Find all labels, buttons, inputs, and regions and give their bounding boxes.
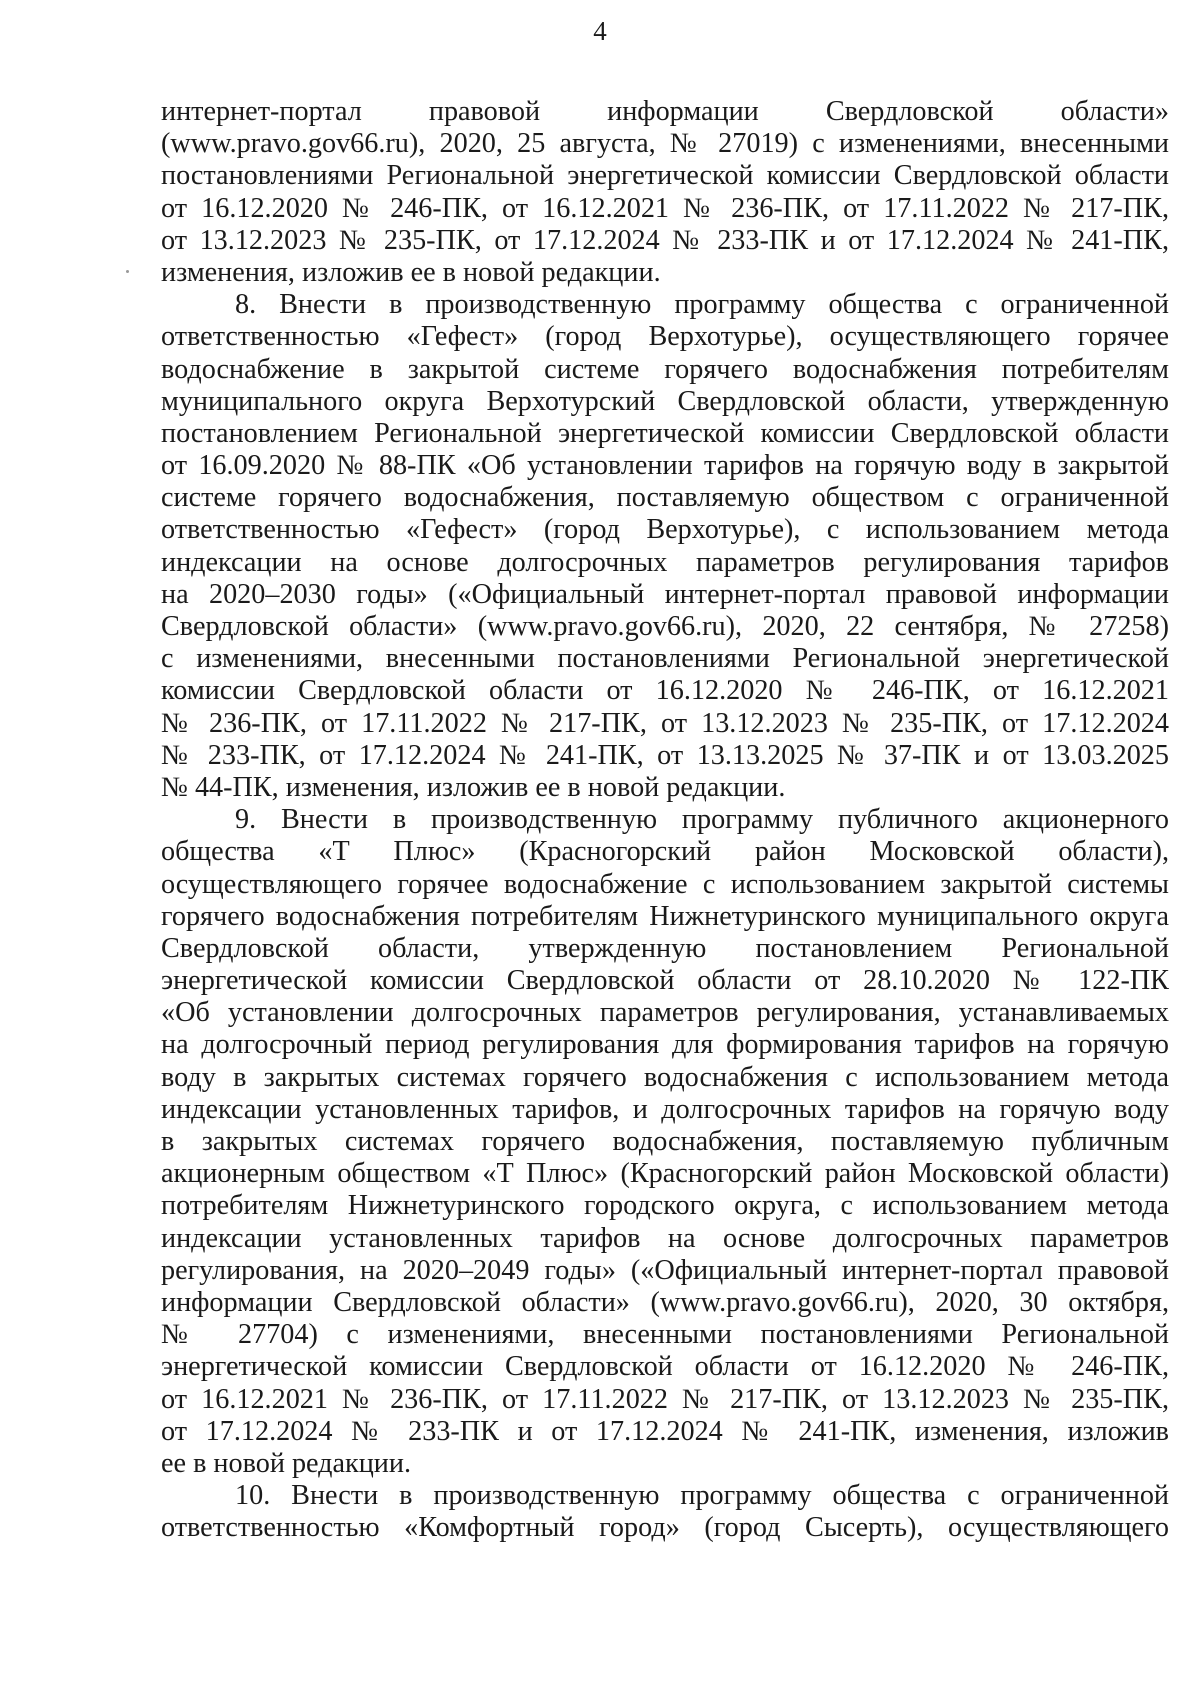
text-line: изменения, изложив ее в новой редакции.: [161, 256, 661, 288]
text-line: 9. Внести в производственную программу публичного акционерного: [235, 804, 1169, 836]
text-line: с изменениями, внесенными постановлениями Региональной энергетической: [161, 643, 1169, 675]
text-line: № 44-ПК, изменения, изложив ее в новой редакции.: [161, 771, 786, 803]
text-line: постановлениями Региональной энергетической комиссии Свердловской области: [161, 160, 1169, 192]
text-line: ответственностью «Гефест» (город Верхотурье), с использованием метода: [161, 514, 1169, 546]
text-line: на долгосрочный период регулирования для формирования тарифов на горячую: [161, 1029, 1169, 1061]
text-line: (www.pravo.gov66.ru), 2020, 25 августа, № 27019) с изменениями, внесенными: [161, 128, 1169, 160]
text-line: № 236-ПК, от 17.11.2022 № 217-ПК, от 13.12.2023 № 235-ПК, от 17.12.2024: [161, 707, 1169, 739]
text-line: воду в закрытых системах горячего водоснабжения с использованием метода: [161, 1061, 1169, 1093]
text-line: индексации на основе долгосрочных параметров регулирования тарифов: [161, 546, 1169, 578]
text-line: постановлением Региональной энергетической комиссии Свердловской области: [161, 417, 1169, 449]
text-line: энергетической комиссии Свердловской области от 28.10.2020 № 122-ПК: [161, 965, 1169, 997]
text-line: от 17.12.2024 № 233-ПК и от 17.12.2024 № 241-ПК, изменения, изложив: [161, 1415, 1169, 1447]
text-line: индексации установленных тарифов, и долгосрочных тарифов на горячую воду: [161, 1093, 1169, 1125]
text-line: ответственностью «Гефест» (город Верхотурье), осуществляющего горячее: [161, 321, 1169, 353]
text-line: 10. Внести в производственную программу общества с ограниченной: [235, 1480, 1169, 1512]
text-line: общества «Т Плюс» (Красногорский район Московской области),: [161, 836, 1169, 868]
text-line: Свердловской области, утвержденную постановлением Региональной: [161, 932, 1169, 964]
text-line: от 13.12.2023 № 235-ПК, от 17.12.2024 № 233-ПК и от 17.12.2024 № 241-ПК,: [161, 224, 1169, 256]
text-line: системе горячего водоснабжения, поставляемую обществом с ограниченной: [161, 482, 1169, 514]
text-line: «Об установлении долгосрочных параметров регулирования, устанавливаемых: [161, 997, 1169, 1029]
paragraph-10: [161, 1480, 1169, 1544]
text-line: Свердловской области» (www.pravo.gov66.ru), 2020, 22 сентября, № 27258): [161, 611, 1169, 642]
page-number: 4: [593, 16, 607, 46]
paragraph-7-continuation: [161, 96, 1169, 289]
text-line: регулирования, на 2020–2049 годы» («Официальный интернет-портал правовой: [161, 1254, 1169, 1286]
text-line: от 16.09.2020 № 88-ПК «Об установлении тарифов на горячую воду в закрытой: [161, 450, 1169, 482]
text-line: № 233-ПК, от 17.12.2024 № 241-ПК, от 13.13.2025 № 37-ПК и от 13.03.2025: [161, 739, 1169, 771]
text-line: № 27704) с изменениями, внесенными постановлениями Региональной: [161, 1319, 1169, 1351]
text-line: интернет-портал правовой информации Свердловской области»: [161, 96, 1169, 127]
text-line: от 16.12.2020 № 246-ПК, от 16.12.2021 № 236-ПК, от 17.11.2022 № 217-ПК,: [161, 192, 1169, 224]
text-line: информации Свердловской области» (www.pravo.gov66.ru), 2020, 30 октября,: [161, 1286, 1169, 1318]
text-line: в закрытых системах горячего водоснабжения, поставляемую публичным: [161, 1126, 1169, 1157]
paragraph-8: [161, 289, 1169, 804]
text-line: индексации установленных тарифов на основе долгосрочных параметров: [161, 1222, 1169, 1254]
text-line: водоснабжение в закрытой системе горячего водоснабжения потребителям: [161, 353, 1169, 385]
text-line: ответственностью «Комфортный город» (город Сысерть), осуществляющего: [161, 1512, 1169, 1544]
text-line: комиссии Свердловской области от 16.12.2020 № 246-ПК, от 16.12.2021: [161, 675, 1169, 707]
text-line: ее в новой редакции.: [161, 1447, 412, 1479]
text-line: от 16.12.2021 № 236-ПК, от 17.11.2022 № 217-ПК, от 13.12.2023 № 235-ПК,: [161, 1383, 1169, 1415]
scan-speck: [126, 270, 129, 273]
text-line: акционерным обществом «Т Плюс» (Красногорский район Московской области): [161, 1158, 1169, 1190]
text-line: потребителям Нижнетуринского городского округа, с использованием метода: [161, 1190, 1169, 1222]
text-line: осуществляющего горячее водоснабжение с использованием закрытой системы: [161, 868, 1169, 900]
paragraph-9: [161, 804, 1169, 1480]
text-line: на 2020–2030 годы» («Официальный интернет-портал правовой информации: [161, 578, 1169, 610]
text-line: муниципального округа Верхотурский Свердловской области, утвержденную: [161, 385, 1169, 417]
text-line: горячего водоснабжения потребителям Нижнетуринского муниципального округа: [161, 900, 1169, 932]
text-line: энергетической комиссии Свердловской области от 16.12.2020 № 246-ПК,: [161, 1351, 1169, 1383]
text-line: 8. Внести в производственную программу общества с ограниченной: [235, 289, 1169, 321]
document-body: [161, 96, 1169, 1544]
